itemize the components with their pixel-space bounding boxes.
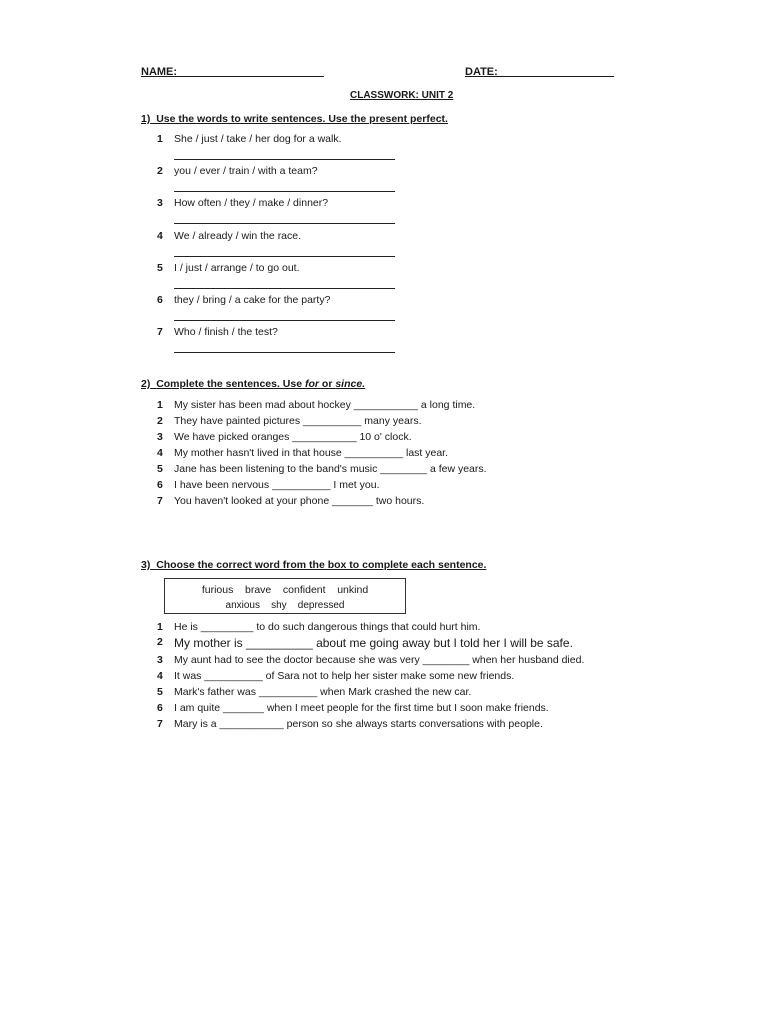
item-number: 4 <box>157 670 163 682</box>
answer-line <box>174 288 395 289</box>
item-number: 6 <box>157 294 163 306</box>
item-number: 7 <box>157 326 163 338</box>
item-text: How often / they / make / dinner? <box>174 197 329 209</box>
item-number: 3 <box>157 654 163 666</box>
item-text: Who / finish / the test? <box>174 326 278 338</box>
word-box-line-2: anxious shy depressed <box>225 600 345 611</box>
item-text: I am quite _______ when I meet people for the first time but I soon make friends. <box>174 702 549 714</box>
section1-heading <box>141 113 448 125</box>
item-number: 5 <box>157 262 163 274</box>
answer-line <box>174 159 395 160</box>
item-number: 7 <box>157 718 163 730</box>
item-number: 7 <box>157 495 163 507</box>
item-number: 4 <box>157 230 163 242</box>
item-text: They have painted pictures __________ many years. <box>174 415 422 427</box>
item-text: He is _________ to do such dangerous things that could hurt him. <box>174 621 481 633</box>
item-text: I / just / arrange / to go out. <box>174 262 300 274</box>
item-text: She / just / take / her dog for a walk. <box>174 133 342 145</box>
item-text: My aunt had to see the doctor because she was very ________ when her husband died. <box>174 654 585 666</box>
item-number: 5 <box>157 463 163 475</box>
item-text: you / ever / train / with a team? <box>174 165 318 177</box>
item-text: You haven't looked at your phone _______ two hours. <box>174 495 425 507</box>
answer-line <box>174 320 395 321</box>
item-number: 2 <box>157 415 163 427</box>
answer-line <box>174 223 395 224</box>
item-text: We / already / win the race. <box>174 230 302 242</box>
item-text: My mother is __________ about me going away but I told her I will be safe. <box>174 636 573 650</box>
answer-line <box>174 191 395 192</box>
item-number: 4 <box>157 447 163 459</box>
answer-line <box>174 352 395 353</box>
item-text: Mary is a ___________ person so she always starts conversations with people. <box>174 718 543 730</box>
item-text: It was __________ of Sara not to help her sister make some new friends. <box>174 670 515 682</box>
word-box-line-1: furious brave confident unkind <box>201 584 369 596</box>
item-number: 3 <box>157 197 163 209</box>
word-box <box>164 578 406 614</box>
item-text: Jane has been listening to the band's music ________ a few years. <box>174 463 487 475</box>
item-text: My sister has been mad about hockey ___________ a long time. <box>174 399 476 411</box>
item-text: Mark's father was __________ when Mark crashed the new car. <box>174 686 472 698</box>
item-text: they / bring / a cake for the party? <box>174 294 331 306</box>
section2-instructions-or: or <box>319 378 336 390</box>
item-text: My mother hasn't lived in that house __________ last year. <box>174 447 449 459</box>
section1-number: 1) <box>141 113 151 125</box>
item-number: 3 <box>157 431 163 443</box>
section3-heading <box>141 559 486 571</box>
item-number: 6 <box>157 479 163 491</box>
section1-instructions: Use the words to write sentences. Use the present perfect. <box>156 113 448 125</box>
section2-number: 2) <box>141 378 151 390</box>
section2-heading <box>141 378 365 390</box>
item-number: 6 <box>157 702 163 714</box>
section3-instructions: Choose the correct word from the box to complete each sentence. <box>156 559 487 571</box>
item-number: 2 <box>157 165 163 177</box>
item-number: 2 <box>157 636 163 648</box>
section2-keyword-since: since. <box>335 378 366 390</box>
answer-line <box>174 256 395 257</box>
item-text: We have picked oranges ___________ 10 o' clock. <box>174 431 412 443</box>
section2-keyword-for: for <box>305 378 319 390</box>
item-number: 5 <box>157 686 163 698</box>
section3-number: 3) <box>141 559 151 571</box>
page-title: CLASSWORK: UNIT 2 <box>350 90 454 101</box>
date-field-label: DATE:___________________ <box>465 66 615 78</box>
item-number: 1 <box>157 133 163 145</box>
item-text: I have been nervous __________ I met you. <box>174 479 380 491</box>
item-number: 1 <box>157 621 163 633</box>
item-number: 1 <box>157 399 163 411</box>
name-field-label: NAME:________________________ <box>141 66 324 78</box>
section2-instructions: Complete the sentences. Use <box>156 378 305 390</box>
